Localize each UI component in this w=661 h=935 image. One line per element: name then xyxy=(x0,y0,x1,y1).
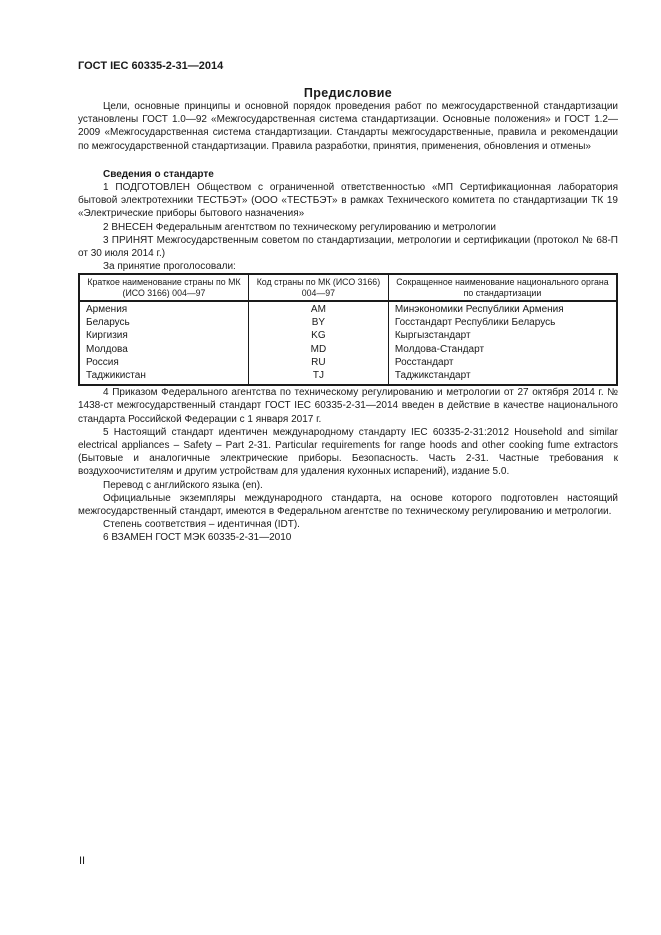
table-row xyxy=(79,343,617,356)
table-row xyxy=(79,301,617,316)
cell-body: Минэкономики Республики Армения xyxy=(388,301,617,316)
cell-country: Молдова xyxy=(79,343,248,356)
table-row xyxy=(79,369,617,385)
column-header-country: Краткое наименование страны по МК (ИСО 3166) 004—97 xyxy=(79,274,248,301)
item-5-official-copies: Официальные экземпляры международного стандарта, на основе которого подготовлен настоящий межгосударственный стандарт, имеются в Федеральном агентстве по техническому регулированию и метрологии. xyxy=(78,492,618,518)
column-header-body: Сокращенное наименование национального органа по стандартизации xyxy=(388,274,617,301)
cell-code: KG xyxy=(248,329,388,342)
table-row xyxy=(79,329,617,342)
doc-code: ГОСТ IEC 60335-2-31—2014 xyxy=(78,60,224,72)
vote-table-header xyxy=(79,274,617,301)
intro-paragraph: Цели, основные принципы и основной порядок проведения работ по межгосударственной стандартизации установлены ГОСТ 1.0—92 «Межгосударственная система стандартизации. Основные положения» и ГОСТ 1.2—2009 «Межгосударственная система стандартизации. Стандарты межгосударственные, правила и рекомендации по межгосударственной стандартизации. Правила разработки, принятия, применения, обновления и отмены» xyxy=(78,101,618,152)
cell-body: Госстандарт Республики Беларусь xyxy=(388,316,617,329)
cell-code: RU xyxy=(248,356,388,369)
cell-code: AM xyxy=(248,301,388,316)
cell-body: Таджикстандарт xyxy=(388,369,617,385)
item-6-replaces: 6 ВЗАМЕН ГОСТ МЭК 60335-2-31—2010 xyxy=(103,532,292,544)
cell-country: Армения xyxy=(79,301,248,316)
info-section-heading: Сведения о стандарте xyxy=(103,168,214,180)
table-row xyxy=(79,356,617,369)
item-3-adopted: 3 ПРИНЯТ Межгосударственным советом по стандартизации, метрологии и сертификации (протокол № 68-П от 30 июля 2014 г.) xyxy=(78,234,618,260)
cell-code: MD xyxy=(248,343,388,356)
vote-table xyxy=(78,273,618,386)
item-4-order: 4 Приказом Федерального агентства по техническому регулированию и метрологии от 27 октября 2014 г. № 1438-ст межгосударственный стандарт ГОСТ IEC 60335-2-31—2014 введен в действие в качестве национального стандарта Российской Федерации с 1 января 2017 г. xyxy=(78,387,618,425)
item-1-prepared: 1 ПОДГОТОВЛЕН Обществом с ограниченной ответственностью «МП Сертификационная лаборатория бытовой электротехники ТЕСТБЭТ» (ООО «ТЕСТБЭТ» в рамках Технического комитета по стандартизации ТК 19 «Электрические приборы бытового назначения» xyxy=(78,182,618,220)
cell-body: Молдова-Стандарт xyxy=(388,343,617,356)
cell-country: Таджикистан xyxy=(79,369,248,385)
item-5-identical: 5 Настоящий стандарт идентичен международному стандарту IEC 60335-2-31:2012 Household and similar electrical appliances – Safety – Part 2-31. Particular requirements for range hoods and other cooking fume extractors (Бытовые и аналогичные электрические приборы. Безопасность. Часть 2-31. Частные требования к воздухоочистителям и другим устройствам для удаления кухонных испарений), издание 5.0. xyxy=(78,426,618,478)
item-2-submitted: 2 ВНЕСЕН Федеральным агентством по техническому регулированию и метрологии xyxy=(103,221,496,233)
cell-body: Росстандарт xyxy=(388,356,617,369)
vote-table-caption: За принятие проголосовали: xyxy=(103,261,236,273)
cell-country: Беларусь xyxy=(79,316,248,329)
page-title: Предисловие xyxy=(303,86,393,100)
cell-code: TJ xyxy=(248,369,388,385)
cell-body: Кыргызстандарт xyxy=(388,329,617,342)
item-5-translation-note: Перевод с английского языка (en). xyxy=(103,479,263,491)
page-content xyxy=(78,60,618,545)
cell-country: Россия xyxy=(79,356,248,369)
column-header-code: Код страны по МК (ИСО 3166) 004—97 xyxy=(248,274,388,301)
table-row xyxy=(79,316,617,329)
page-number: II xyxy=(79,855,86,867)
cell-country: Киргизия xyxy=(79,329,248,342)
table-header-row xyxy=(79,274,617,301)
vote-table-body xyxy=(79,301,617,385)
cell-code: BY xyxy=(248,316,388,329)
item-5-conformity-degree: Степень соответствия – идентичная (IDT). xyxy=(103,519,300,531)
